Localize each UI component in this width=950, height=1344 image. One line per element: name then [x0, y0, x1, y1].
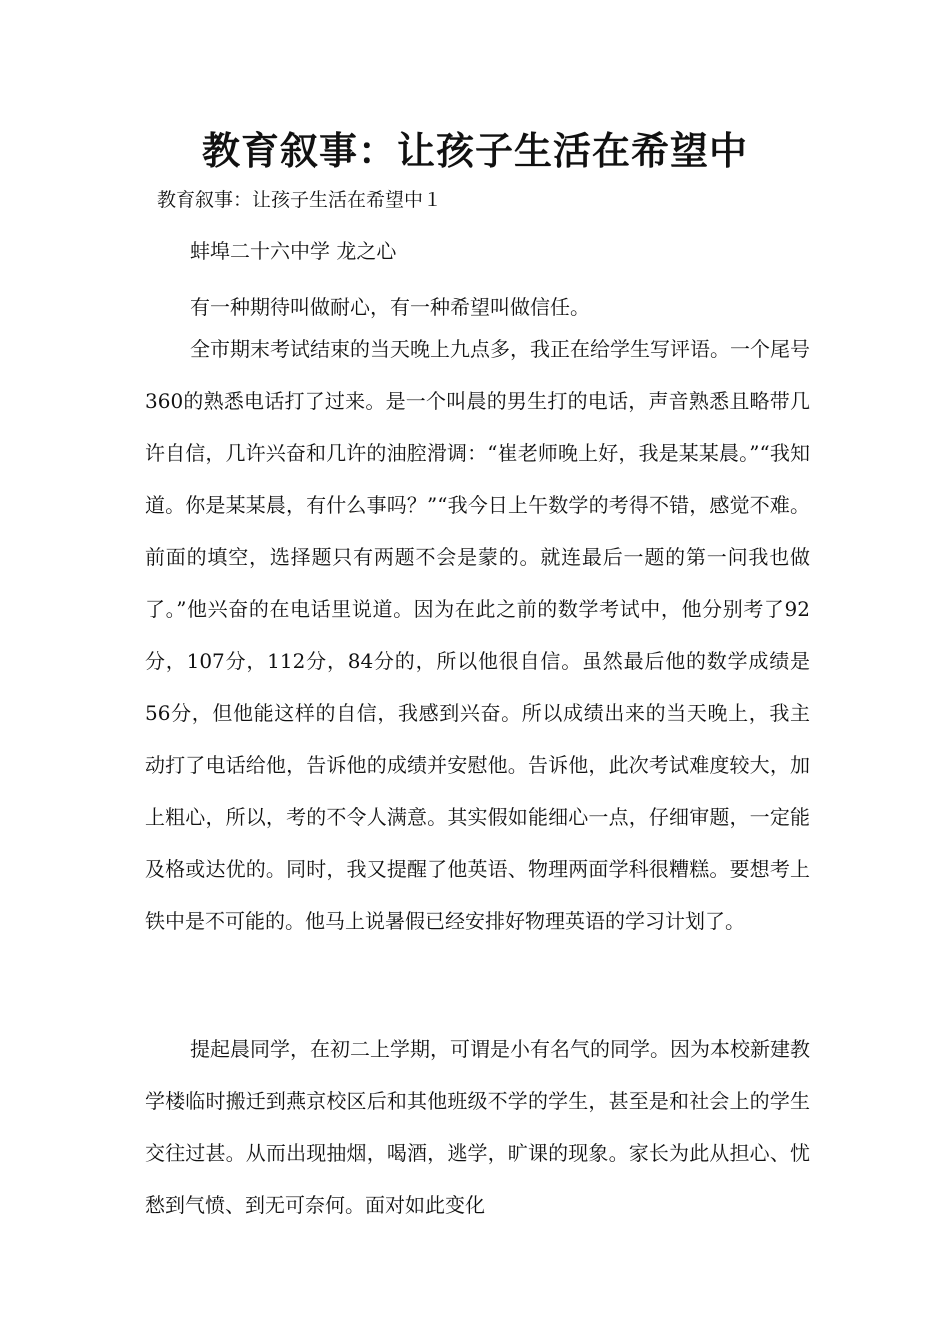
paragraph — [145, 323, 810, 947]
paragraph-text: 全市期末考试结束的当天晚上九点多，我正在给学生写评语。一个尾号360的熟悉电话打了过来。是一个叫晨的男生打的电话，声音熟悉且略带几许自信，几许兴奋和几许的油腔滑调：“崔老师晚上好，我是某某晨。”“我知道。你是某某晨，有什么事吗？”“我今日上午数学的考得不错，感觉不难。前面的填空，选择题只有两题不会是蒙的。就连最后一题的第一问我也做了。”他兴奋的在电话里说道。因为在此之前的数学考试中，他分别考了92分，107分，112分，84分的，所以他很自信。虽然最后他的数学成绩是56分，但他能这样的自信，我感到兴奋。所以成绩出来的当天晚上，我主动打了电话给他，告诉他的成绩并安慰他。告诉他，此次考试难度较大，加上粗心，所以，考的不令人满意。其实假如能细心一点，仔细审题，一定能及格或达优的。同时，我又提醒了他英语、物理两面学科很糟糕。要想考上铁中是不可能的。他马上说暑假已经安排好物理英语的学习计划了。 — [145, 337, 810, 933]
paragraph-text: 提起晨同学，在初二上学期，可谓是小有名气的同学。因为本校新建教学楼临时搬迁到燕京校区后和其他班级不学的学生，甚至是和社会上的学生交往过甚。从而出现抽烟，喝酒，逃学，旷课的现象。家长为此从担心、忧愁到气愤、到无可奈何。面对如此变化 — [145, 1037, 810, 1217]
paragraph-text: 有一种期待叫做耐心，有一种希望叫做信任。 — [190, 295, 590, 319]
document-subtitle: 教育叙事：让孩子生活在希望中１ — [157, 189, 443, 211]
paragraph — [145, 1023, 810, 1231]
document-title: 教育叙事：让孩子生活在希望中 — [201, 129, 748, 173]
author-line: 蚌埠二十六中学 龙之心 — [190, 239, 397, 263]
